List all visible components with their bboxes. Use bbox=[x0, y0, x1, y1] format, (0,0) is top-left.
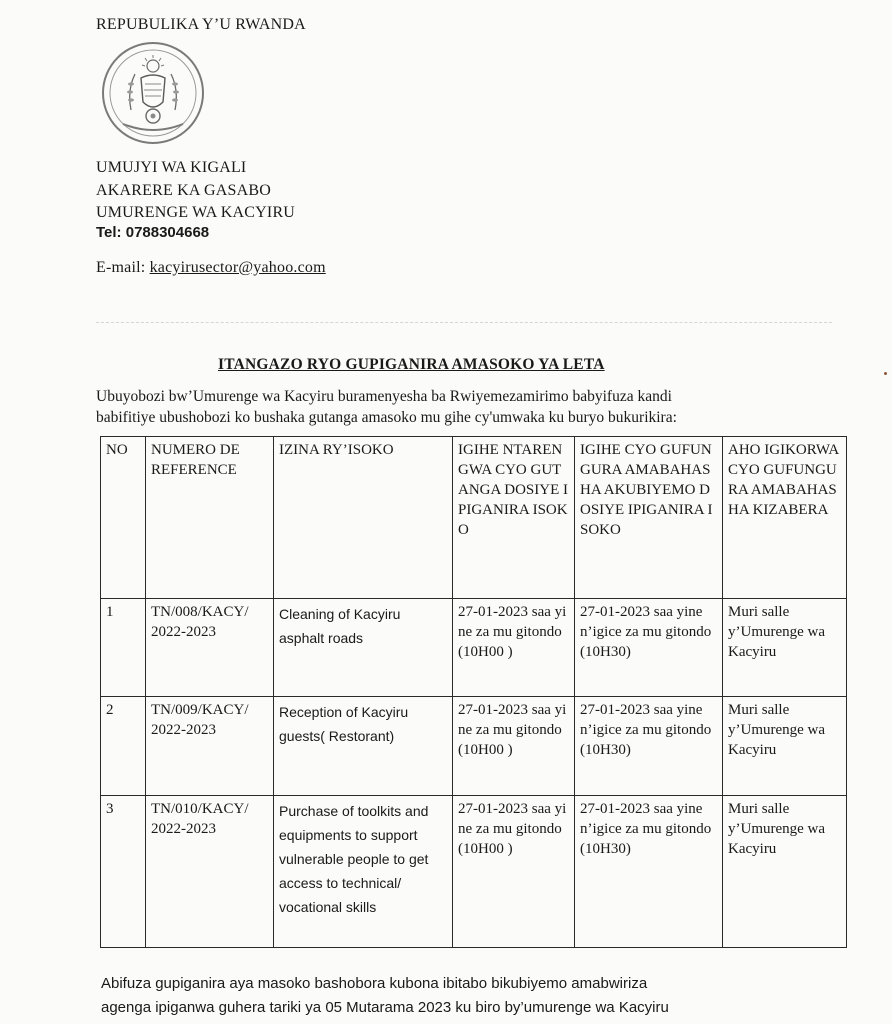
row-no: 3 bbox=[101, 796, 146, 948]
col-header-opening-venue: AHO IGIKORWA CYO GUFUNGURA AMABAHASHA KIZABERA bbox=[723, 437, 847, 599]
col-header-tender-name: IZINA RY’ISOKO bbox=[274, 437, 453, 599]
footer-paragraph bbox=[101, 972, 841, 1020]
row-venue: Muri salle y’Umurenge wa Kacyiru bbox=[723, 599, 847, 697]
row-deadline: 27-01-2023 saa yine za mu gitondo(10H00 ) bbox=[453, 599, 575, 697]
table-row bbox=[101, 697, 847, 796]
row-tender-name: Purchase of toolkits and equipments to support vulnerable people to get access to technical/ vocational skills bbox=[274, 796, 453, 948]
email-line bbox=[96, 258, 326, 277]
table-row bbox=[101, 796, 847, 948]
col-header-no: NO bbox=[101, 437, 146, 599]
row-venue: Muri salle y’Umurenge wa Kacyiru bbox=[723, 796, 847, 948]
table-header-row bbox=[101, 437, 847, 599]
row-opening: 27-01-2023 saa yine n’igice za mu gitondo (10H30) bbox=[575, 796, 723, 948]
telephone-line: Tel: 0788304668 bbox=[96, 224, 210, 241]
row-reference: TN/010/KACY/ 2022-2023 bbox=[146, 796, 274, 948]
notice-intro bbox=[96, 386, 856, 428]
row-no: 2 bbox=[101, 697, 146, 796]
header-divider bbox=[96, 322, 832, 323]
row-opening: 27-01-2023 saa yine n’igice za mu gitondo (10H30) bbox=[575, 697, 723, 796]
footer-line-1: Abifuza gupiganira aya masoko bashobora kubona ibitabo bikubiyemo amabwiriza bbox=[101, 975, 648, 992]
email-label: E-mail: bbox=[96, 259, 146, 276]
row-reference: TN/008/KACY/ 2022-2023 bbox=[146, 599, 274, 697]
district-line: AKARERE KA GASABO bbox=[96, 182, 271, 199]
row-no: 1 bbox=[101, 599, 146, 697]
row-reference: TN/009/KACY/ 2022-2023 bbox=[146, 697, 274, 796]
intro-line-1: Ubuyobozi bw’Umurenge wa Kacyiru buramenyesha ba Rwiyemezamirimo babyifuza kandi bbox=[96, 388, 672, 405]
email-link[interactable]: kacyirusector@yahoo.com bbox=[149, 259, 326, 276]
country-heading: REPUBULIKA Y’U RWANDA bbox=[96, 16, 306, 33]
sector-line: UMURENGE WA KACYIRU bbox=[96, 204, 296, 221]
row-opening: 27-01-2023 saa yine n’igice za mu gitondo (10H30) bbox=[575, 599, 723, 697]
city-line: UMUJYI WA KIGALI bbox=[96, 159, 247, 176]
col-header-opening-time: IGIHE CYO GUFUNGURA AMABAHASHA AKUBIYEMO DOSIYE IPIGANIRA ISOKO bbox=[575, 437, 723, 599]
rwanda-coat-of-arms-icon bbox=[101, 40, 205, 146]
row-deadline: 27-01-2023 saa yine za mu gitondo(10H00 ) bbox=[453, 697, 575, 796]
scan-speck bbox=[884, 372, 887, 375]
notice-title: ITANGAZO RYO GUPIGANIRA AMASOKO YA LETA bbox=[218, 356, 605, 373]
footer-line-2: agenga ipiganwa guhera tariki ya 05 Mutarama 2023 ku biro by’umurenge wa Kacyiru bbox=[101, 999, 669, 1016]
row-tender-name: Cleaning of Kacyiru asphalt roads bbox=[274, 599, 453, 697]
table-row bbox=[101, 599, 847, 697]
col-header-reference: NUMERO DE REFERENCE bbox=[146, 437, 274, 599]
tender-table bbox=[100, 436, 847, 948]
row-tender-name: Reception of Kacyiru guests( Restorant) bbox=[274, 697, 453, 796]
intro-line-2: babifitiye ubushobozi ko bushaka gutanga amasoko mu gihe cy'umwaka ku buryo bukurikira: bbox=[96, 409, 677, 426]
row-deadline: 27-01-2023 saa yine za mu gitondo(10H00 ) bbox=[453, 796, 575, 948]
row-venue: Muri salle y’Umurenge wa Kacyiru bbox=[723, 697, 847, 796]
col-header-submission-deadline: IGIHE NTARENGWA CYO GUTANGA DOSIYE IPIGANIRA ISOKO bbox=[453, 437, 575, 599]
